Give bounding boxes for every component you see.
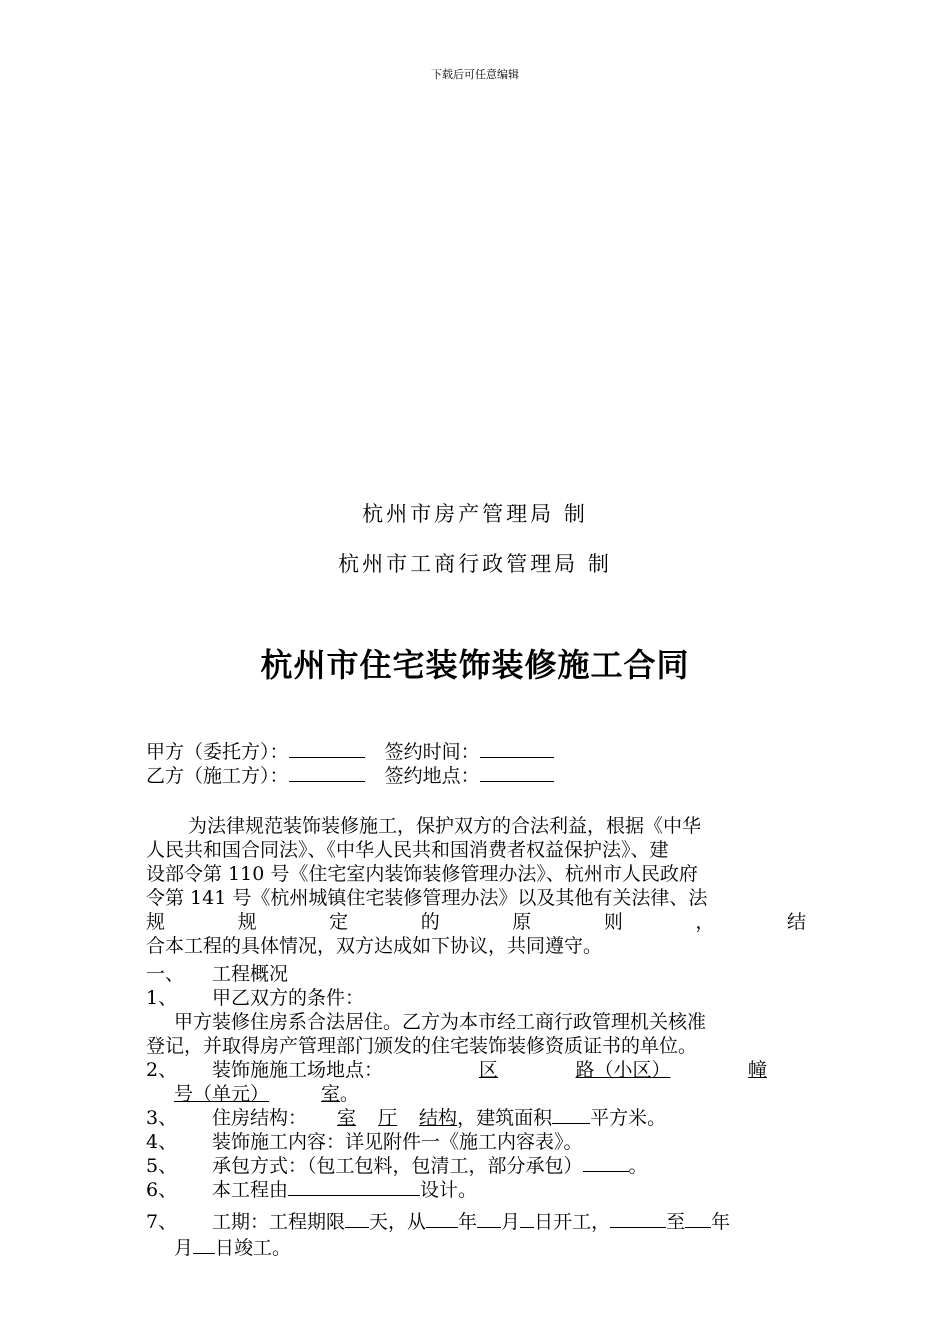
header-note: 下载后可任意编辑: [431, 68, 519, 81]
party-b-line: [146, 764, 806, 788]
preamble-line: 合本工程的具体情况，双方达成如下协议，共同遵守。: [146, 935, 603, 957]
sign-place-blank[interactable]: [480, 764, 554, 782]
section-1-heading: 一、 工程概况: [146, 963, 289, 985]
preamble-line: 令第 141 号《杭州城镇住宅装修管理办法》以及其他有关法律、法: [146, 887, 708, 909]
party-a-line: [146, 740, 806, 764]
item-6: 6、 本工程由 设计。: [146, 1179, 478, 1201]
unit-fill[interactable]: 号（单元） 室: [174, 1083, 341, 1105]
start-year-blank[interactable]: [426, 1210, 458, 1228]
days-blank[interactable]: [345, 1210, 369, 1228]
party-b-label: 乙方（施工方）：: [146, 765, 289, 787]
issuer-commerce-bureau: 杭州市工商行政管理局 制: [338, 552, 612, 576]
issuer-housing-bureau: 杭州市房产管理局 制: [362, 502, 588, 526]
preamble-line: 设部令第 110 号《住宅室内装饰装修管理办法》、杭州市人民政府: [146, 863, 698, 885]
contract-type-blank[interactable]: [583, 1154, 629, 1172]
item-1-detail: 甲方装修住房系合法居住。乙方为本市经工商行政管理机关核准: [174, 1011, 707, 1033]
preamble-line: 人民共和国合同法》、《中华人民共和国消费者权益保护法》、建: [146, 839, 669, 861]
item-1-detail: 登记，并取得房产管理部门颁发的住宅装饰装修资质证书的单位。: [146, 1035, 698, 1057]
item-2: 2、 装饰施施工场地点： 区 路（小区） 幢: [146, 1059, 767, 1081]
site-address-fill[interactable]: 区 路（小区） 幢: [479, 1059, 767, 1081]
item-5: 5、 承包方式：（包工包料，包清工，部分承包） 。: [146, 1155, 648, 1177]
preamble-line: 为法律规范装饰装修施工，保护双方的合法利益，根据《中华: [188, 815, 702, 837]
item-7-cont: 月 日竣工。: [174, 1237, 292, 1259]
preamble: [146, 814, 806, 958]
item-2-cont: 号（单元） 室。: [146, 1082, 806, 1106]
sign-place-label: 签约地点：: [384, 765, 480, 787]
sign-time-blank[interactable]: [480, 740, 554, 758]
sign-time-label: 签约时间：: [384, 741, 480, 763]
item-1: 1、 甲乙双方的条件：: [146, 987, 365, 1009]
item-7: 7、 工期：工程期限 天，从 年 月 日开工， 至 年: [146, 1211, 731, 1233]
area-blank[interactable]: [552, 1106, 590, 1124]
end-day-blank[interactable]: [193, 1236, 215, 1254]
start-month-blank[interactable]: [477, 1210, 501, 1228]
structure-fill[interactable]: 室 厅 结构: [337, 1107, 458, 1129]
start-day-blank[interactable]: [520, 1210, 534, 1228]
party-b-blank[interactable]: [289, 764, 365, 782]
end-blank[interactable]: [610, 1210, 666, 1228]
designer-blank[interactable]: [288, 1178, 420, 1196]
party-a-label: 甲方（委托方）：: [146, 741, 289, 763]
party-a-blank[interactable]: [289, 740, 365, 758]
document-title: 杭州市住宅装饰装修施工合同: [260, 646, 690, 684]
item-4: 4、 装饰施工内容：详见附件一《施工内容表》。: [146, 1131, 583, 1153]
end-year-blank[interactable]: [685, 1210, 711, 1228]
preamble-spread-line: 规 规 定 的 原 则 ， 结: [146, 911, 806, 933]
item-3: 3、 住房结构： 室 厅 结构，建筑面积 平方米。: [146, 1107, 667, 1129]
